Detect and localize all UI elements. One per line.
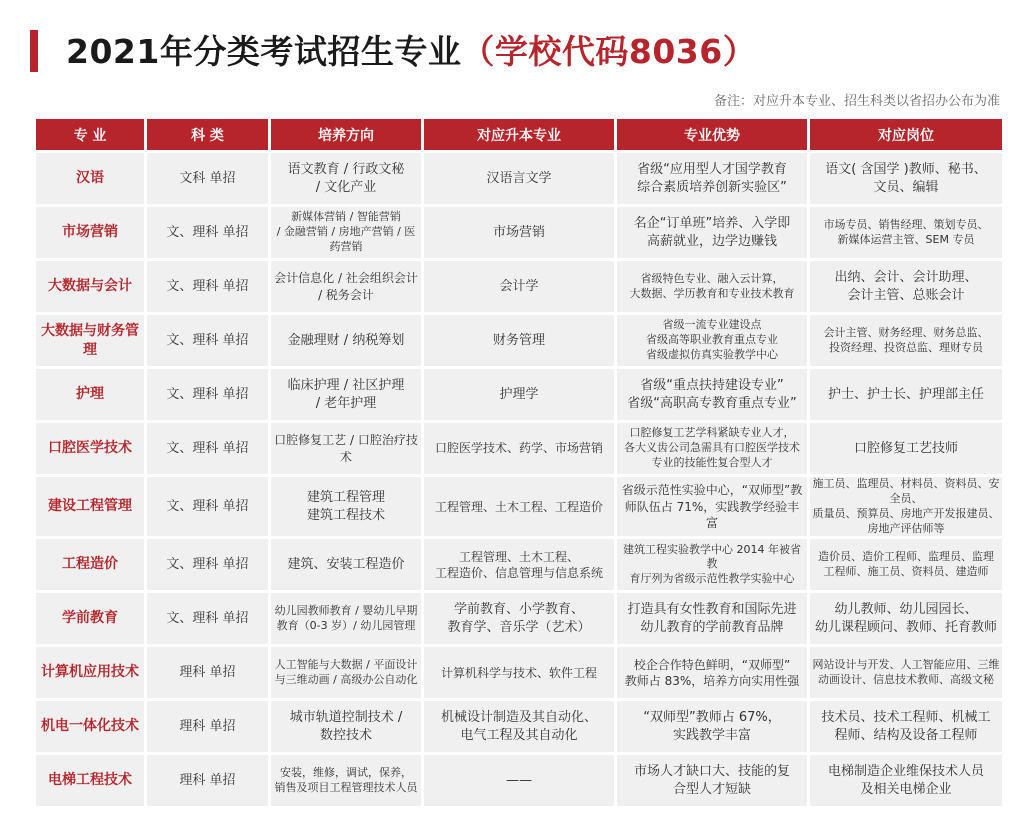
category-cell: 文、理科 单招: [147, 315, 268, 366]
remark-note: 备注：对应升本专业、招生科类以省招办公布为准: [713, 94, 1000, 109]
header-jobs: 对应岗位: [810, 119, 1002, 150]
jobs-cell: 市场专员、销售经理、策划专员、 新媒体运营主管、SEM 专员: [810, 207, 1002, 258]
jobs-cell: 会计主管、财务经理、财务总监、 投资经理、投资总监、理财专员: [810, 315, 1002, 366]
direction-cell: 建筑工程管理 建筑工程技术: [271, 477, 421, 536]
jobs-cell: 护士、护士长、护理部主任: [810, 369, 1002, 420]
title-main: 2021年分类考试招生专业: [66, 32, 462, 71]
header-upgrade: 对应升本专业: [424, 119, 614, 150]
major-cell: 大数据与会计: [36, 261, 144, 312]
table-header-row: [36, 119, 1002, 150]
category-cell: 文、理科 单招: [147, 477, 268, 536]
jobs-cell: 口腔修复工艺技师: [810, 423, 1002, 474]
upgrade-cell: 学前教育、小学教育、 教育学、音乐学（艺术）: [424, 593, 614, 644]
header-advantage: 专业优势: [617, 119, 807, 150]
table-row: [36, 261, 1002, 312]
upgrade-cell: 会计学: [424, 261, 614, 312]
jobs-cell: 技术员、技术工程师、机械工 程师、结构及设备工程师: [810, 701, 1002, 752]
advantage-cell: 口腔修复工艺学科紧缺专业人才， 各大义齿公司急需具有口腔医学技术 专业的技能性复合型人才: [617, 423, 807, 474]
header-direction: 培养方向: [271, 119, 421, 150]
upgrade-cell: ——: [424, 755, 614, 806]
table-row: [36, 207, 1002, 258]
upgrade-cell: 市场营销: [424, 207, 614, 258]
table-row: [36, 539, 1002, 590]
category-cell: 文、理科 单招: [147, 593, 268, 644]
category-cell: 文、理科 单招: [147, 207, 268, 258]
jobs-cell: 幼儿教师、幼儿园园长、 幼儿课程顾问、教师、托育教师: [810, 593, 1002, 644]
upgrade-cell: 计算机科学与技术、软件工程: [424, 647, 614, 698]
advantage-cell: 市场人才缺口大、技能的复 合型人才短缺: [617, 755, 807, 806]
major-cell: 汉语: [36, 153, 144, 204]
advantage-cell: 校企合作特色鲜明，“双师型” 教师占 83%，培养方向实用性强: [617, 647, 807, 698]
table-row: [36, 423, 1002, 474]
major-cell: 市场营销: [36, 207, 144, 258]
category-cell: 文、理科 单招: [147, 369, 268, 420]
category-cell: 理科 单招: [147, 647, 268, 698]
table-row: [36, 701, 1002, 752]
jobs-cell: 造价员、造价工程师、监理员、监理 工程师、施工员、资料员、建造师: [810, 539, 1002, 590]
major-cell: 电梯工程技术: [36, 755, 144, 806]
upgrade-cell: 工程管理、土木工程、 工程造价、信息管理与信息系统: [424, 539, 614, 590]
table-row: [36, 315, 1002, 366]
major-cell: 计算机应用技术: [36, 647, 144, 698]
advantage-cell: 省级“应用型人才国学教育 综合素质培养创新实验区”: [617, 153, 807, 204]
category-cell: 文、理科 单招: [147, 539, 268, 590]
direction-cell: 口腔修复工艺 / 口腔治疗技术: [271, 423, 421, 474]
advantage-cell: 省级“重点扶持建设专业” 省级“高职高专教育重点专业”: [617, 369, 807, 420]
jobs-cell: 出纳、会计、会计助理、 会计主管、总账会计: [810, 261, 1002, 312]
header-category: 科 类: [147, 119, 268, 150]
advantage-cell: 建筑工程实验教学中心 2014 年被省教 育厅列为省级示范性教学实验中心: [617, 539, 807, 590]
school-code: （学校代码8036）: [461, 32, 757, 71]
direction-cell: 语文教育 / 行政文秘 / 文化产业: [271, 153, 421, 204]
table-row: [36, 647, 1002, 698]
upgrade-cell: 护理学: [424, 369, 614, 420]
jobs-cell: 网站设计与开发、人工智能应用、三维 动画设计、信息技术教师、高级文秘: [810, 647, 1002, 698]
direction-cell: 安装，维修，调试，保养， 销售及项目工程管理技术人员: [271, 755, 421, 806]
upgrade-cell: 口腔医学技术、药学、市场营销: [424, 423, 614, 474]
category-cell: 文、理科 单招: [147, 261, 268, 312]
major-cell: 建设工程管理: [36, 477, 144, 536]
header-major: 专 业: [36, 119, 144, 150]
category-cell: 理科 单招: [147, 755, 268, 806]
majors-table: [33, 116, 1005, 809]
major-cell: 学前教育: [36, 593, 144, 644]
upgrade-cell: 机械设计制造及其自动化、 电气工程及其自动化: [424, 701, 614, 752]
direction-cell: 人工智能与大数据 / 平面设计 与三维动画 / 高级办公自动化: [271, 647, 421, 698]
category-cell: 理科 单招: [147, 701, 268, 752]
direction-cell: 会计信息化 / 社会组织会计 / 税务会计: [271, 261, 421, 312]
table-row: [36, 369, 1002, 420]
jobs-cell: 语文( 含国学 )教师、秘书、 文员、编辑: [810, 153, 1002, 204]
upgrade-cell: 财务管理: [424, 315, 614, 366]
direction-cell: 金融理财 / 纳税筹划: [271, 315, 421, 366]
direction-cell: 幼儿园教师教育 / 婴幼儿早期 教育（0-3 岁）/ 幼儿园管理: [271, 593, 421, 644]
advantage-cell: 省级示范性实验中心，“双师型”教 师队伍占 71%，实践教学经验丰富: [617, 477, 807, 536]
advantage-cell: 省级特色专业、融入云计算， 大数据、学历教育和专业技术教育: [617, 261, 807, 312]
major-cell: 大数据与财务管理: [36, 315, 144, 366]
advantage-cell: 名企“订单班”培养、入学即 高薪就业，边学边赚钱: [617, 207, 807, 258]
upgrade-cell: 工程管理、土木工程、工程造价: [424, 477, 614, 536]
table-row: [36, 755, 1002, 806]
page-title: [66, 26, 756, 73]
title-accent-bar: [30, 30, 38, 72]
jobs-cell: 电梯制造企业维保技术人员 及相关电梯企业: [810, 755, 1002, 806]
major-cell: 工程造价: [36, 539, 144, 590]
table-row: [36, 153, 1002, 204]
direction-cell: 城市轨道控制技术 / 数控技术: [271, 701, 421, 752]
major-cell: 口腔医学技术: [36, 423, 144, 474]
major-cell: 机电一体化技术: [36, 701, 144, 752]
category-cell: 文、理科 单招: [147, 423, 268, 474]
advantage-cell: 省级一流专业建设点 省级高等职业教育重点专业 省级虚拟仿真实验教学中心: [617, 315, 807, 366]
direction-cell: 新媒体营销 / 智能营销 / 金融营销 / 房地产营销 / 医药营销: [271, 207, 421, 258]
advantage-cell: 打造具有女性教育和国际先进 幼儿教育的学前教育品牌: [617, 593, 807, 644]
direction-cell: 临床护理 / 社区护理 / 老年护理: [271, 369, 421, 420]
upgrade-cell: 汉语言文学: [424, 153, 614, 204]
table-row: [36, 593, 1002, 644]
category-cell: 文科 单招: [147, 153, 268, 204]
jobs-cell: 施工员、监理员、材料员、资料员、安全员、 质量员、预算员、房地产开发报建员、 房地产评估师等: [810, 477, 1002, 536]
table-row: [36, 477, 1002, 536]
major-cell: 护理: [36, 369, 144, 420]
direction-cell: 建筑、安装工程造价: [271, 539, 421, 590]
advantage-cell: “双师型”教师占 67%， 实践教学丰富: [617, 701, 807, 752]
